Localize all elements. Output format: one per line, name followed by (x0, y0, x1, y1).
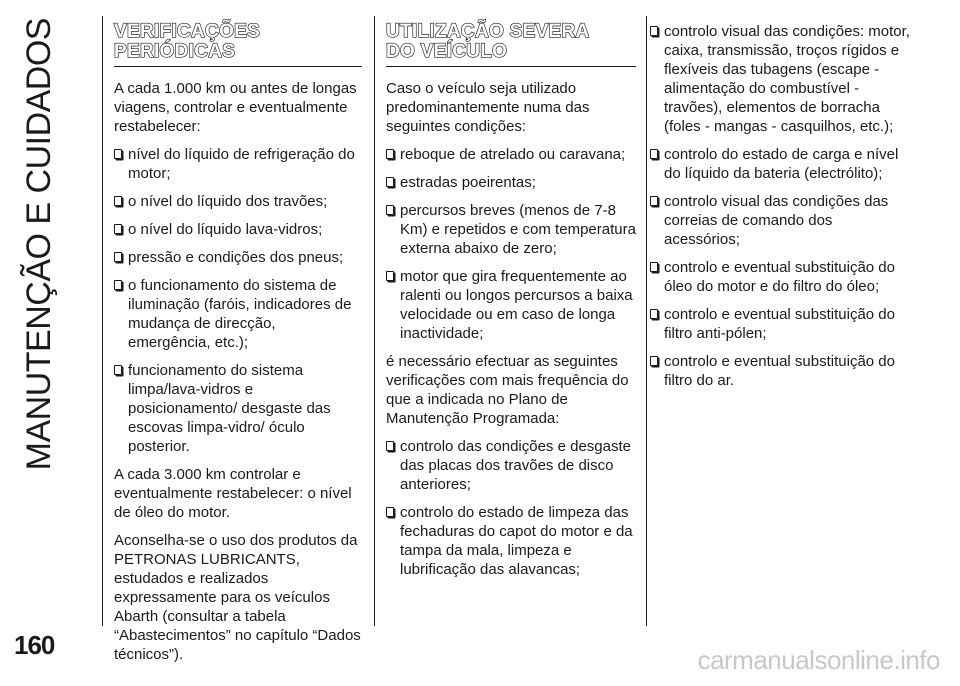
checkbox-bullet-icon (650, 309, 658, 319)
list-item-text: controlo visual das condições das correias de comando dos acessórios; (664, 193, 889, 248)
column-divider (646, 16, 647, 626)
list-item (114, 145, 362, 183)
checkbox-bullet-icon (386, 177, 394, 187)
list-item-text: pressão e condições dos pneus; (128, 249, 344, 266)
checkbox-bullet-icon (114, 365, 122, 375)
section-title: MANUTENÇÃO E CUIDADOS (20, 18, 58, 471)
list-item (114, 361, 362, 456)
list-item (650, 145, 912, 183)
checkbox-bullet-icon (114, 149, 122, 159)
checkbox-bullet-icon (114, 224, 122, 234)
list-item (114, 220, 362, 239)
column-divider (374, 16, 375, 626)
intro-paragraph: Caso o veículo seja utilizado predominantemente numa das seguintes condições: (386, 80, 590, 135)
list-item-text: o nível do líquido lava-vidros; (128, 221, 323, 238)
checkbox-bullet-icon (386, 507, 394, 517)
column-divider (102, 16, 103, 626)
list-item-text: controlo e eventual substituição do filtro anti-pólen; (664, 306, 895, 342)
heading-line: VERIFICAÇÕES (114, 21, 261, 42)
list-item-text: reboque de atrelado ou caravana; (400, 146, 626, 163)
list-item (114, 192, 362, 211)
list-item (650, 192, 912, 249)
list-item-text: controlo do estado de limpeza das fechaduras do capot do motor e da tampa da mala, limpeza e lubrificação das alavancas; (400, 504, 633, 578)
check-list (114, 145, 362, 456)
list-item (386, 173, 636, 192)
checkbox-bullet-icon (650, 26, 658, 36)
paragraph: Aconselha-se o uso dos produtos da PETRONAS LUBRICANTS, estudados e realizados expressamente para os veículos Abarth (consultar a tabela “Abastecimentos” no capítulo “Dados técnicos”). (114, 532, 361, 663)
list-item-text: o funcionamento do sistema de iluminação (faróis, indicadores de mudança de direcção, emergência, etc.); (128, 277, 352, 351)
condition-list (386, 145, 636, 343)
check-list (650, 22, 912, 390)
checkbox-bullet-icon (114, 252, 122, 262)
list-item-text: controlo das condições e desgaste das placas dos travões de disco anteriores; (400, 438, 631, 493)
list-item-text: estradas poeirentas; (400, 174, 536, 191)
list-item-text: percursos breves (menos de 7-8 Km) e repetidos e com temperatura externa abaixo de zero; (400, 202, 636, 257)
column-periodic-checks (114, 22, 362, 673)
heading-periodic-checks (114, 22, 362, 67)
heading-severe-use (386, 22, 636, 67)
list-item (386, 437, 636, 494)
checkbox-bullet-icon (386, 441, 394, 451)
list-item-text: o nível do líquido dos travões; (128, 193, 328, 210)
intro-paragraph: A cada 1.000 km ou antes de longas viagens, controlar e eventualmente restabelecer: (114, 80, 357, 135)
checkbox-bullet-icon (114, 196, 122, 206)
checkbox-bullet-icon (650, 262, 658, 272)
list-item-text: controlo e eventual substituição do óleo do motor e do filtro do óleo; (664, 259, 895, 295)
list-item (386, 145, 636, 164)
heading-line: DO VEÍCULO (386, 41, 508, 62)
checkbox-bullet-icon (386, 271, 394, 281)
heading-line: UTILIZAÇÃO SEVERA (386, 21, 590, 42)
heading-line: PERIÓDICAS (114, 41, 236, 62)
column-severe-use-continued (650, 22, 912, 399)
list-item (650, 352, 912, 390)
list-item-text: controlo visual das condições: motor, caixa, transmissão, troços rígidos e flexíveis das tubagens (escape - alimentação do combustível - travões), elementos de borracha (foles - mangas - casquilhos, etc.); (664, 23, 910, 135)
section-title-vertical (18, 18, 94, 471)
checkbox-bullet-icon (386, 149, 394, 159)
list-item-text: nível do líquido de refrigeração do motor; (128, 146, 355, 182)
list-item (386, 201, 636, 258)
watermark: carmanualsonline.info (697, 645, 940, 675)
list-item-text: controlo do estado de carga e nível do líquido da bateria (electrólito); (664, 146, 899, 182)
checkbox-bullet-icon (650, 196, 658, 206)
check-list (386, 437, 636, 579)
page-number: 160 (14, 630, 55, 660)
list-item-text: funcionamento do sistema limpa/lava-vidros e posicionamento/ desgaste das escovas limpa-vidro/ óculo posterior. (128, 362, 331, 455)
list-item (114, 276, 362, 352)
list-item (386, 267, 636, 343)
list-item (650, 258, 912, 296)
checkbox-bullet-icon (114, 280, 122, 290)
list-item-text: controlo e eventual substituição do filtro do ar. (664, 353, 895, 389)
column-severe-use (386, 22, 636, 588)
paragraph: A cada 3.000 km controlar e eventualmente restabelecer: o nível de óleo do motor. (114, 466, 352, 521)
list-item-text: motor que gira frequentemente ao ralenti ou longos percursos a baixa velocidade ou em caso de longa inactividade; (400, 268, 633, 342)
checkbox-bullet-icon (386, 205, 394, 215)
paragraph: é necessário efectuar as seguintes verificações com mais frequência do que a indicada no Plano de Manutenção Programada: (386, 353, 629, 427)
list-item (114, 248, 362, 267)
checkbox-bullet-icon (650, 149, 658, 159)
checkbox-bullet-icon (650, 356, 658, 366)
list-item (650, 305, 912, 343)
list-item (386, 503, 636, 579)
list-item (650, 22, 912, 136)
